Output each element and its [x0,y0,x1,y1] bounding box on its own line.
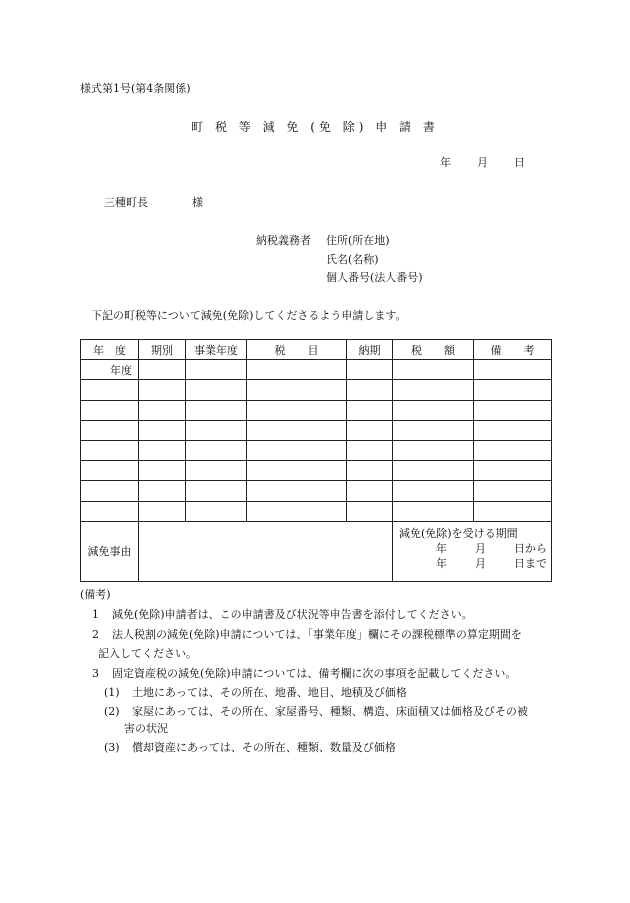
cell-due-date[interactable] [347,461,393,481]
header-remarks: 備 考 [474,340,552,360]
period-from-month: 月 [475,541,486,555]
form-number: 様式第1号(第4条関係) [80,82,191,95]
recipient-line [104,194,203,210]
cell-period[interactable] [139,481,186,501]
period-from-suffix: 日から [514,541,547,555]
name-label: 氏名(名称) [326,253,379,266]
table-row [81,440,552,460]
cell-tax-amount[interactable] [393,400,474,420]
cell-tax-amount[interactable] [393,461,474,481]
cell-tax-item[interactable] [247,461,347,481]
cell-remarks[interactable] [474,360,552,380]
cell-due-date[interactable] [347,501,393,521]
cell-business-year[interactable] [186,380,247,400]
cell-business-year[interactable] [186,461,247,481]
header-tax-amount: 税 額 [393,340,474,360]
cell-remarks[interactable] [474,440,552,460]
application-table [80,339,552,582]
cell-period[interactable] [139,360,186,380]
cell-tax-amount[interactable] [393,420,474,440]
table-row [81,461,552,481]
cell-tax-item[interactable] [247,400,347,420]
period-to-line [399,556,547,571]
cell-fiscal-year[interactable] [81,380,139,400]
cell-period[interactable] [139,501,186,521]
cell-business-year[interactable] [186,440,247,460]
cell-business-year[interactable] [186,400,247,420]
date-line [440,154,525,170]
cell-fiscal-year[interactable] [81,481,139,501]
cell-fiscal-year[interactable] [81,440,139,460]
header-fiscal-year: 年 度 [81,340,139,360]
table-row [81,400,552,420]
cell-fiscal-year[interactable] [81,420,139,440]
cell-due-date[interactable] [347,360,393,380]
table-row [81,420,552,440]
cell-due-date[interactable] [347,420,393,440]
note-item-3: 3 固定資産税の減免(免除)申請については、備考欄に次の事項を記載してください。 [92,667,517,680]
cell-tax-amount[interactable] [393,380,474,400]
cell-remarks[interactable] [474,380,552,400]
note-item-2: 2 法人税割の減免(免除)申請については、「事業年度」欄にその課税標準の算定期間を [92,628,522,641]
table-header-row [81,340,552,360]
sub-note-3: (3) 償却資産にあっては、その所在、種類、数量及び価格 [104,741,396,754]
cell-remarks[interactable] [474,501,552,521]
cell-fiscal-year[interactable] [81,400,139,420]
cell-fiscal-year[interactable] [81,461,139,481]
cell-tax-item[interactable] [247,501,347,521]
cell-due-date[interactable] [347,481,393,501]
cell-tax-item[interactable] [247,360,347,380]
header-due-date: 納期 [347,340,393,360]
period-from-line [399,541,547,556]
table-row [81,380,552,400]
cell-remarks[interactable] [474,420,552,440]
sub-note-2-cont: 害の状況 [124,722,168,735]
cell-period[interactable] [139,380,186,400]
period-label: 減免(免除)を受ける期間 [399,526,518,540]
cell-period[interactable] [139,440,186,460]
table-row [81,481,552,501]
cell-business-year[interactable] [186,420,247,440]
cell-tax-amount[interactable] [393,501,474,521]
cell-tax-item[interactable] [247,420,347,440]
note-item-2-cont: 記入してください。 [98,647,197,660]
period-to-month: 月 [475,556,486,570]
sub-note-1: (1) 土地にあっては、その所在、地番、地目、地積及び価格 [104,686,407,699]
cell-tax-amount[interactable] [393,440,474,460]
cell-fiscal-year[interactable] [81,501,139,521]
cell-remarks[interactable] [474,461,552,481]
sub-note-2: (2) 家屋にあっては、その所在、家屋番号、種類、構造、床面積又は価格及びその被 [104,705,528,718]
taxpayer-label: 納税義務者 [256,234,311,247]
date-day-label: 日 [514,156,525,169]
cell-fiscal-year[interactable]: 年度 [81,360,139,380]
cell-due-date[interactable] [347,400,393,420]
period-to-year: 年 [436,556,447,570]
reason-label: 減免事由 [81,521,139,581]
period-from-year: 年 [436,541,447,555]
cell-due-date[interactable] [347,380,393,400]
cell-period[interactable] [139,400,186,420]
cell-due-date[interactable] [347,440,393,460]
cell-business-year[interactable] [186,501,247,521]
period-to-suffix: 日まで [514,556,547,570]
cell-period[interactable] [139,461,186,481]
table-row [81,501,552,521]
cell-tax-amount[interactable] [393,360,474,380]
exemption-period-cell[interactable] [393,521,552,581]
cell-remarks[interactable] [474,481,552,501]
date-year-label: 年 [440,156,451,169]
cell-remarks[interactable] [474,400,552,420]
header-period: 期別 [139,340,186,360]
notes-heading: (備考) [80,588,111,601]
header-business-year: 事業年度 [186,340,247,360]
recipient-name: 三種町長 [104,196,148,209]
header-tax-item: 税 目 [247,340,347,360]
cell-business-year[interactable] [186,481,247,501]
cell-tax-item[interactable] [247,440,347,460]
request-sentence: 下記の町税等について減免(免除)してくださるよう申請します。 [91,309,407,322]
reason-input-cell[interactable] [139,521,393,581]
personal-number-label: 個人番号(法人番号) [326,271,423,284]
cell-tax-item[interactable] [247,481,347,501]
note-item-1: 1 減免(免除)申請者は、この申請書及び状況等申告書を添付してください。 [92,608,473,621]
table-row [81,360,552,380]
form-title: 町 税 等 減 免 (免 除) 申 請 書 [191,120,439,134]
address-label: 住所(所在地) [326,234,390,247]
cell-business-year[interactable] [186,360,247,380]
reason-row [81,521,552,581]
cell-tax-amount[interactable] [393,481,474,501]
cell-tax-item[interactable] [247,380,347,400]
cell-period[interactable] [139,420,186,440]
recipient-suffix: 様 [192,196,203,209]
date-month-label: 月 [477,156,488,169]
